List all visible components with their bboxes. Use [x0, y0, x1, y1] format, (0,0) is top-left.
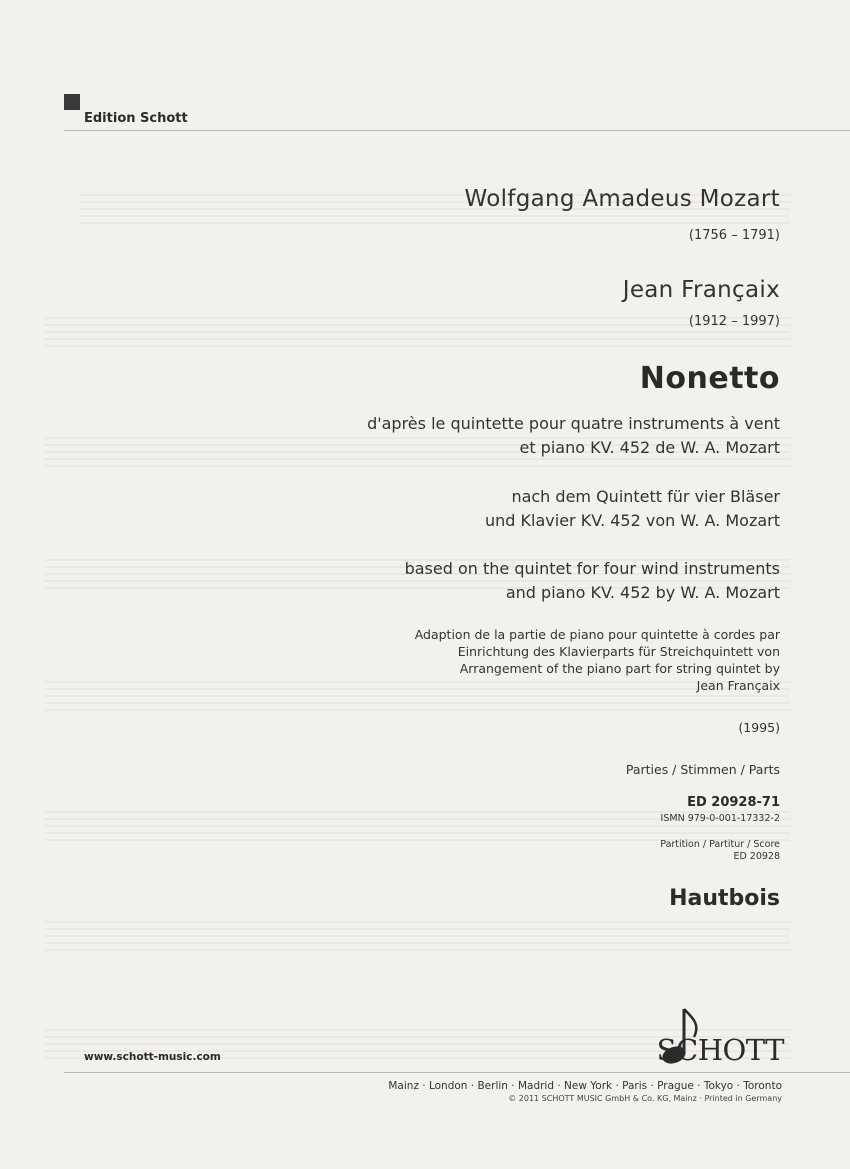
composer-name: Wolfgang Amadeus Mozart [464, 186, 780, 212]
adaptation-line: Einrichtung des Klavierparts für Streichquintett von [457, 644, 780, 659]
year: (1995) [738, 720, 780, 735]
adaptation-line: Adaption de la partie de piano pour quintette à cordes par [414, 627, 780, 642]
edition-number: ED 20928-71 [687, 795, 780, 810]
arranger-dates: (1912 – 1997) [688, 314, 780, 329]
website-url[interactable]: www.schott-music.com [84, 1051, 221, 1063]
subtitle-line: and piano KV. 452 by W. A. Mozart [505, 583, 780, 602]
copyright-notice: © 2011 SCHOTT MUSIC GmbH & Co. KG, Mainz · Printed in Germany [508, 1094, 782, 1103]
subtitle-line: et piano KV. 452 de W. A. Mozart [519, 438, 780, 457]
publisher-square-mark [64, 94, 80, 110]
subtitle-en [405, 557, 780, 605]
subtitle-line: d'après le quintette pour quatre instruments à vent [367, 414, 780, 433]
subtitle-fr [367, 412, 780, 460]
score-label: Partition / Partitur / Score [660, 839, 780, 850]
footer-rule [64, 1072, 850, 1073]
adaptation-credit [415, 626, 780, 694]
subtitle-line: und Klavier KV. 452 von W. A. Mozart [485, 511, 780, 530]
publisher-cities: Mainz · London · Berlin · Madrid · New York · Paris · Prague · Tokyo · Toronto [388, 1080, 782, 1092]
subtitle-line: based on the quintet for four wind instruments [404, 559, 780, 578]
schott-logo [614, 1005, 784, 1067]
instrument-name: Hautbois [669, 886, 780, 911]
ismn: ISMN 979-0-001-17332-2 [660, 813, 780, 824]
parts-label: Parties / Stimmen / Parts [625, 762, 780, 777]
subtitle-de [485, 485, 780, 533]
composer-dates: (1756 – 1791) [688, 228, 780, 243]
adaptation-line: Jean Françaix [696, 678, 780, 693]
header-rule [64, 130, 850, 131]
logo-text: SCHOTT [656, 1033, 784, 1067]
work-title: Nonetto [639, 361, 780, 396]
publisher-name: Edition Schott [84, 111, 188, 126]
subtitle-line: nach dem Quintett für vier Bläser [511, 487, 780, 506]
arranger-name: Jean Françaix [622, 277, 780, 303]
adaptation-line: Arrangement of the piano part for string quintet by [459, 661, 780, 676]
score-edition: ED 20928 [733, 851, 780, 862]
